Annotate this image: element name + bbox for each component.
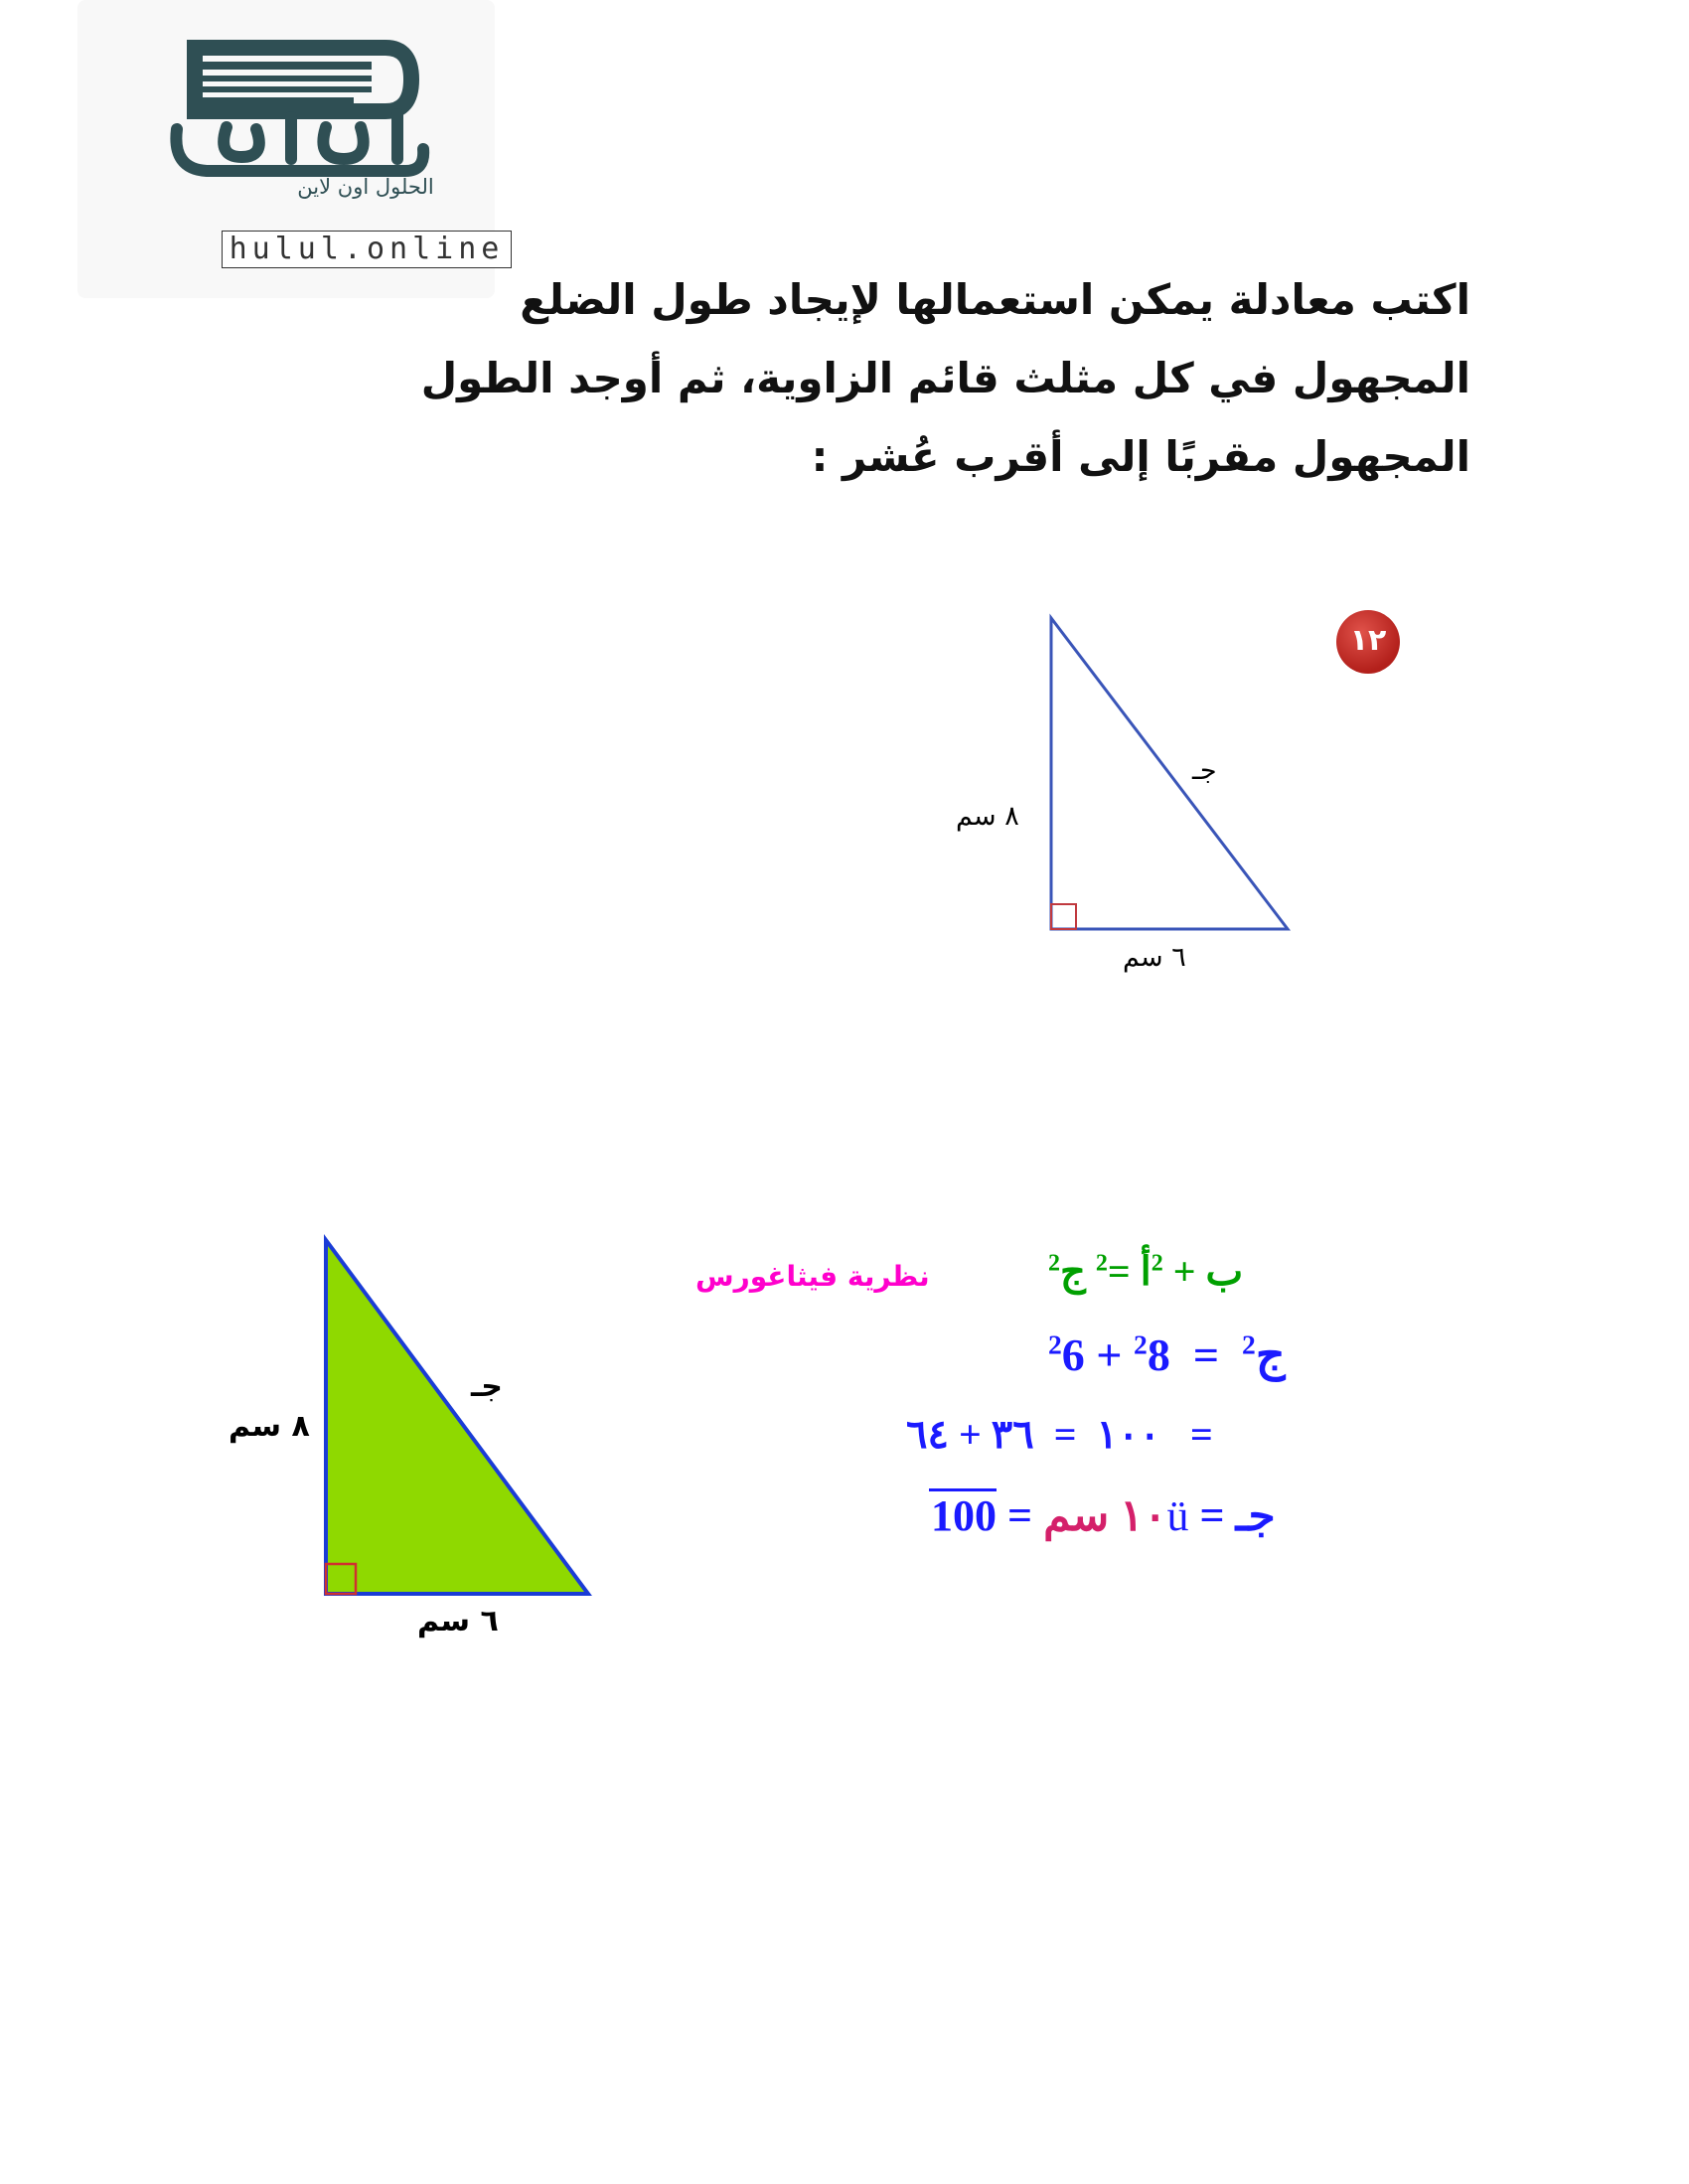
- solution-vertical-side-label: ٨ سم: [229, 1409, 310, 1444]
- pythagorean-formula: $^2$ ب + $^2$أ =$^2$ ج: [1048, 1249, 1244, 1294]
- question-line-1: اكتب معادلة يمكن استعمالها لإيجاد طول الضلع: [520, 275, 1470, 324]
- final-answer: ١٠ سم: [1043, 1491, 1167, 1540]
- result-equation: ١٠ سم = 100 ü = جـ: [929, 1490, 1276, 1541]
- problem-horizontal-side-label: ٦ سم: [1123, 942, 1186, 973]
- solution-triangle: [326, 1240, 588, 1594]
- logo-url[interactable]: hulul.online: [222, 231, 512, 268]
- theorem-name: نظرية فيثاغورس: [695, 1260, 930, 1293]
- sum-equation: ١٠٠ = ٣٦ + ٦٤ =: [906, 1412, 1213, 1457]
- solution-hypotenuse-label: جـ: [471, 1369, 503, 1404]
- problem-hypotenuse-label: جـ: [1192, 755, 1217, 786]
- substitution-equation: $^2$6 + $^2$8 = $^2$ج: [1048, 1328, 1286, 1380]
- solution-horizontal-side-label: ٦ سم: [417, 1604, 499, 1638]
- logo-tagline: الحلول اون لاين: [297, 175, 434, 199]
- square-root-value: 100: [929, 1488, 997, 1540]
- question-line-3: المجهول مقربًا إلى أقرب عُشر :: [811, 432, 1470, 481]
- problem-number-badge: ١٢: [1336, 610, 1400, 674]
- question-line-2: المجهول في كل مثلث قائم الزاوية، ثم أوجد الطول: [420, 354, 1470, 402]
- problem-vertical-side-label: ٨ سم: [956, 801, 1019, 832]
